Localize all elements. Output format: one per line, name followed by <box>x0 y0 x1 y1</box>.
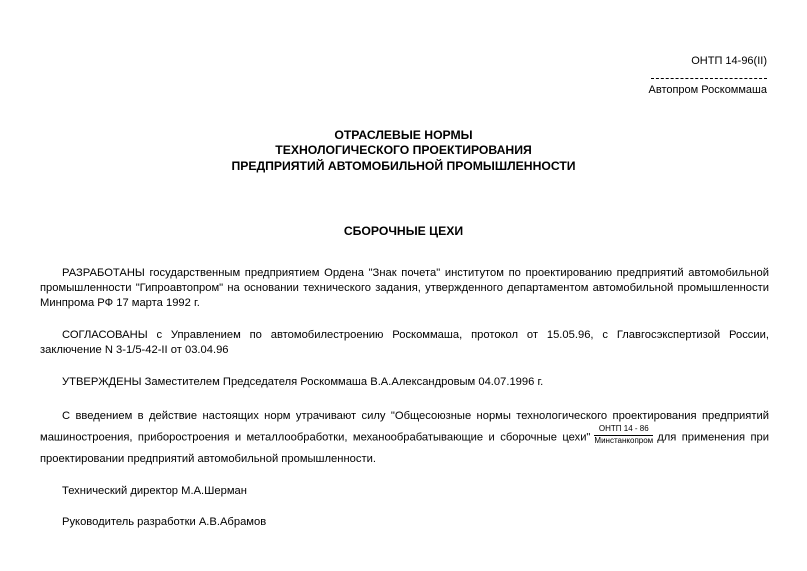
fraction-numerator: ОНТП 14 - 86 <box>594 425 653 436</box>
standard-fraction <box>594 425 653 446</box>
paragraph-approved: УТВЕРЖДЕНЫ Заместителем Председателя Роскоммаша В.А.Александровым 04.07.1996 г. <box>62 376 544 388</box>
paragraph-developed: РАЗРАБОТАНЫ государственным предприятием Ордена "Знак почета" институтом по проектированию предприятий автомобильной промышленности "Гипроавтопром" на основании технического задания, утвержденного департаментом автомобильной промышленности Минпрома РФ 17 марта 1992 г. <box>40 267 769 309</box>
title-line-1: ОТРАСЛЕВЫЕ НОРМЫ <box>334 128 473 142</box>
replaced-text-after: для применения при проектировании предприятий автомобильной промышленности. <box>40 431 769 465</box>
replaced-text-before: С введением в действие настоящих норм утрачивают силу "Общесоюзные нормы технологического проектирования предприятий машиностроения, приборостроения и металлообработки, механообрабатывающие и сборочные цехи" <box>40 410 769 444</box>
title-line-2: ТЕХНОЛОГИЧЕСКОГО ПРОЕКТИРОВАНИЯ <box>275 143 532 158</box>
development-lead-line: Руководитель разработки А.В.Абрамов <box>62 516 267 528</box>
document-code: ОНТП 14-96(II) <box>691 55 767 67</box>
paragraph-replaced <box>40 406 769 470</box>
issuing-organization: Автопром Роскоммаша <box>648 83 767 96</box>
fraction-denominator: Минстанкопром <box>594 436 654 446</box>
title-line-3: ПРЕДПРИЯТИЙ АВТОМОБИЛЬНОЙ ПРОМЫШЛЕННОСТИ <box>231 158 576 173</box>
technical-director-line: Технический директор М.А.Шерман <box>62 485 247 497</box>
document-title <box>0 128 807 174</box>
document-header <box>649 54 768 97</box>
section-title: СБОРОЧНЫЕ ЦЕХИ <box>343 224 464 238</box>
paragraph-agreed: СОГЛАСОВАНЫ с Управлением по автомобилестроению Роскоммаша, протокол от 15.05.96, с Главгосэкспертизой России, заключение N 3-1/5-42-II от 03.04.96 <box>40 329 769 356</box>
header-divider <box>651 72 767 79</box>
